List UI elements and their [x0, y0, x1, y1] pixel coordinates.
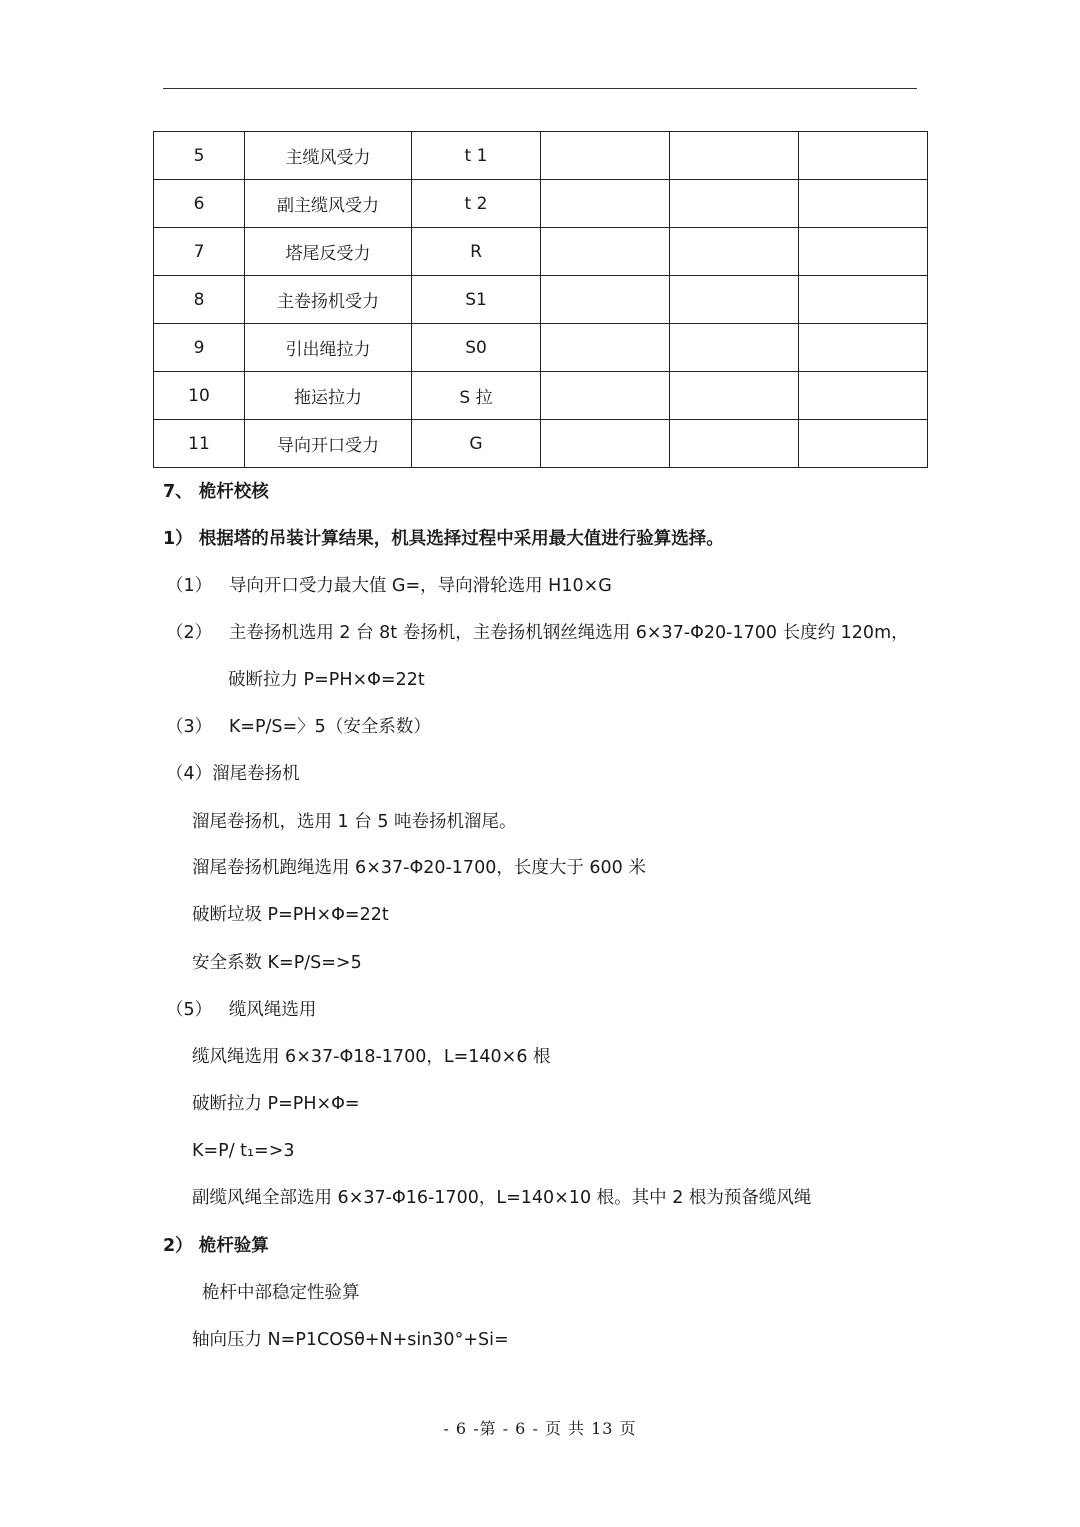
row-number-cell: 9: [154, 324, 245, 372]
symbol-cell: S 拉: [412, 372, 541, 420]
table-row: [154, 228, 928, 276]
item-name-cell: 塔尾反受力: [245, 228, 412, 276]
value-cell-1: [541, 276, 670, 324]
symbol-cell: R: [412, 228, 541, 276]
value-cell-1: [541, 324, 670, 372]
item-name-cell: 主缆风受力: [245, 132, 412, 180]
symbol-cell: t 1: [412, 132, 541, 180]
header-rule: [163, 88, 917, 89]
value-cell-2: [670, 324, 799, 372]
symbol-cell: t 2: [412, 180, 541, 228]
item-2: （2） 主卷扬机选用 2 台 8t 卷扬机，主卷扬机钢丝绳选用 6×37-Φ20-1700 长度约 120m，: [166, 623, 909, 643]
value-cell-2: [670, 228, 799, 276]
item-name-cell: 拖运拉力: [245, 372, 412, 420]
symbol-cell: G: [412, 420, 541, 468]
item-1: （1） 导向开口受力最大值 G=，导向滑轮选用 H10×G: [166, 576, 612, 596]
value-cell-3: [799, 324, 928, 372]
row-number-cell: 7: [154, 228, 245, 276]
table-row: [154, 180, 928, 228]
item-4-line-c: 破断垃圾 P=PH×Φ=22t: [192, 905, 389, 925]
value-cell-3: [799, 420, 928, 468]
value-cell-2: [670, 420, 799, 468]
item-5: （5） 缆风绳选用: [166, 1000, 317, 1020]
item-5-line-c: K=P/ t₁=>3: [192, 1141, 295, 1161]
value-cell-2: [670, 372, 799, 420]
value-cell-3: [799, 180, 928, 228]
table-row: [154, 420, 928, 468]
item-name-cell: 主卷扬机受力: [245, 276, 412, 324]
item-4: （4）溜尾卷扬机: [166, 764, 300, 784]
value-cell-2: [670, 132, 799, 180]
value-cell-3: [799, 228, 928, 276]
item-4-line-a: 溜尾卷扬机，选用 1 台 5 吨卷扬机溜尾。: [192, 812, 517, 832]
subsection-1-heading: 1） 根据塔的吊装计算结果，机具选择过程中采用最大值进行验算选择。: [163, 529, 724, 549]
table-row: [154, 324, 928, 372]
value-cell-1: [541, 228, 670, 276]
value-cell-3: [799, 372, 928, 420]
symbol-cell: S1: [412, 276, 541, 324]
value-cell-2: [670, 180, 799, 228]
row-number-cell: 5: [154, 132, 245, 180]
symbol-cell: S0: [412, 324, 541, 372]
item-5-line-d: 副缆风绳全部选用 6×37-Φ16-1700，L=140×10 根。其中 2 根为预备缆风绳: [192, 1188, 812, 1208]
table-row: [154, 372, 928, 420]
table-row: [154, 276, 928, 324]
subsection-2-line-a: 桅杆中部稳定性验算: [202, 1283, 360, 1303]
item-2-continued: 破断拉力 P=PH×Φ=22t: [228, 670, 425, 690]
value-cell-3: [799, 132, 928, 180]
load-table: [153, 131, 928, 468]
item-5-line-a: 缆风绳选用 6×37-Φ18-1700，L=140×6 根: [192, 1047, 551, 1067]
value-cell-1: [541, 420, 670, 468]
item-name-cell: 副主缆风受力: [245, 180, 412, 228]
row-number-cell: 10: [154, 372, 245, 420]
row-number-cell: 8: [154, 276, 245, 324]
value-cell-1: [541, 372, 670, 420]
subsection-2-heading: 2） 桅杆验算: [163, 1236, 269, 1256]
row-number-cell: 11: [154, 420, 245, 468]
value-cell-1: [541, 132, 670, 180]
table-row: [154, 132, 928, 180]
item-3: （3） K=P/S=〉5（安全系数）: [166, 717, 431, 737]
page-footer: - 6 -第 - 6 - 页 共 13 页: [443, 1419, 637, 1438]
item-5-line-b: 破断拉力 P=PH×Φ=: [192, 1094, 360, 1114]
item-name-cell: 导向开口受力: [245, 420, 412, 468]
value-cell-3: [799, 276, 928, 324]
item-name-cell: 引出绳拉力: [245, 324, 412, 372]
subsection-2-line-b: 轴向压力 N=P1COSθ+N+sin30°+Si=: [192, 1330, 509, 1350]
section-7-heading: 7、 桅杆校核: [163, 482, 269, 502]
item-4-line-d: 安全系数 K=P/S=>5: [192, 953, 362, 973]
item-4-line-b: 溜尾卷扬机跑绳选用 6×37-Φ20-1700，长度大于 600 米: [192, 858, 646, 878]
value-cell-2: [670, 276, 799, 324]
value-cell-1: [541, 180, 670, 228]
row-number-cell: 6: [154, 180, 245, 228]
